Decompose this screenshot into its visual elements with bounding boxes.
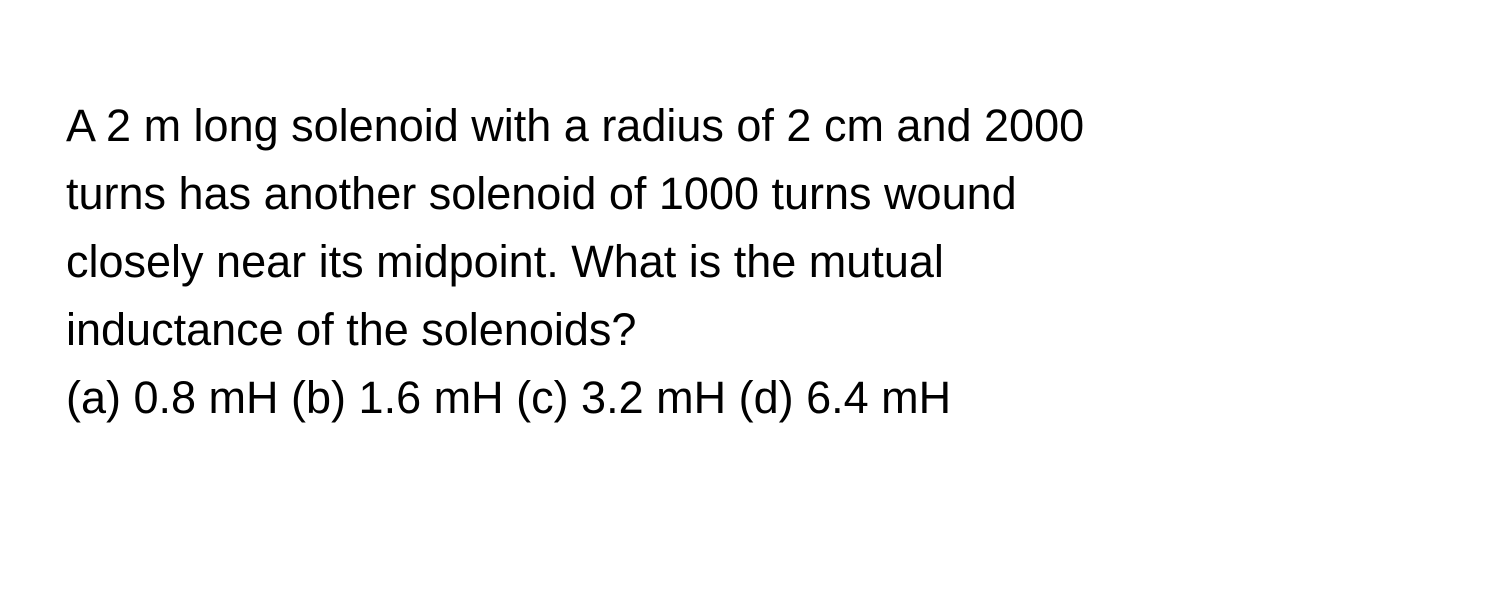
question-line-4: inductance of the solenoids? [66, 304, 637, 355]
question-line-1: A 2 m long solenoid with a radius of 2 cm and 2000 [66, 100, 1085, 151]
question-block [66, 92, 1456, 432]
question-line-2: turns has another solenoid of 1000 turns wound [66, 168, 1017, 219]
question-line-3: closely near its midpoint. What is the mutual [66, 236, 944, 287]
answer-options: (a) 0.8 mH (b) 1.6 mH (c) 3.2 mH (d) 6.4 mH [66, 372, 952, 423]
